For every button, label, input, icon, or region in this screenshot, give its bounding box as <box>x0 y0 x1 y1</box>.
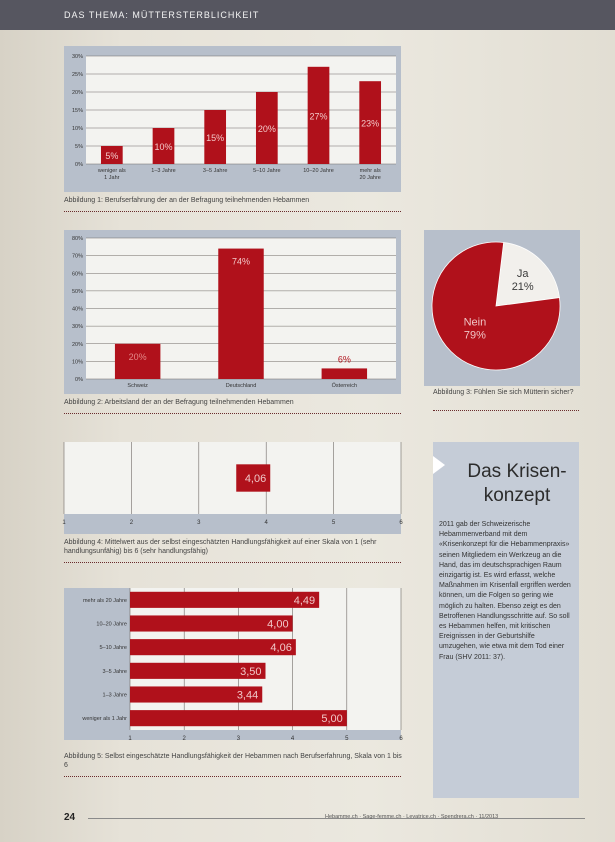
slice-value: 21% <box>511 280 534 293</box>
y-tick-label: 3–5 Jahre <box>102 668 127 675</box>
y-tick-label: mehr als 20 Jahre <box>82 597 127 604</box>
data-label: 23% <box>361 118 380 129</box>
x-tick-label: Österreich <box>331 383 358 389</box>
data-label: 5,00 <box>321 713 343 726</box>
divider <box>64 562 401 563</box>
x-tick-label: 1 <box>128 736 132 742</box>
data-label: 4,49 <box>293 594 316 607</box>
divider <box>64 413 401 414</box>
slice-value: 79% <box>463 329 486 342</box>
plot-area <box>64 442 401 514</box>
y-tick-label: 10% <box>71 126 83 132</box>
caption-figure-5: Abbildung 5: Selbst eingeschätzte Handlungsfähigkeit der Hebammen nach Berufserfahrung, Skala von 1 bis 6 <box>64 753 402 769</box>
plot-area <box>130 588 401 730</box>
data-label: 6% <box>337 354 351 365</box>
x-tick-label: Deutschland <box>225 383 257 389</box>
x-tick-label: mehr als <box>359 168 381 174</box>
chart-safety-panel <box>424 230 580 386</box>
box-body: 2011 gab der Schweizerische Hebammenverband mit dem «Krisenkonzept für die Hebammenpraxis» seinen Mitgliedern ein Werkzeug an die Hand, das im deutschsprachigen Raum einzigartig ist. Es wird erfasst, welche Maßnahmen im Krisenfall ergriffen werden können, um die Folgen so gering wie möglich zu halten. Ebenso zeigt es den Betroffenen Handlungsschritte auf. So soll es Hebammen helfen, mit kritischen Ereignissen in der Geburtshilfe umzugehen, wie etwa mit dem Tod einer Frau (SHV 2011: 37). <box>439 521 571 661</box>
data-label: 4,00 <box>267 618 289 631</box>
data-label: 5% <box>105 151 119 161</box>
chart-experience-ability-panel <box>64 588 401 740</box>
x-tick-label: 1 <box>62 520 66 526</box>
x-tick-label: 3 <box>236 736 241 742</box>
y-tick-label: 1–3 Jahre <box>102 692 127 699</box>
x-tick-label: Schweiz <box>127 383 148 389</box>
page-number: 24 <box>64 812 76 823</box>
chart-country <box>64 230 401 394</box>
data-label: 4,06 <box>244 473 267 485</box>
x-tick-label: 6 <box>399 736 403 742</box>
y-tick-label: 70% <box>71 253 83 260</box>
divider <box>64 776 401 777</box>
y-tick-label: 40% <box>71 306 83 313</box>
caption-figure-3: Abbildung 3: Fühlen Sie sich Mütterin sicher? <box>433 389 574 396</box>
x-tick-label: 3 <box>197 520 201 526</box>
crisis-concept-box <box>433 442 579 798</box>
x-tick-label: 2 <box>182 736 186 742</box>
y-tick-label: 5% <box>75 144 83 150</box>
chart-safety <box>424 230 580 386</box>
x-tick-label: 5 <box>331 520 336 526</box>
x-tick-label: 4 <box>290 736 295 742</box>
y-tick-label: 10% <box>71 359 83 366</box>
chart-experience <box>64 46 401 192</box>
y-tick-label: 60% <box>71 271 83 278</box>
data-label: 74% <box>231 256 251 267</box>
x-tick-label: 1 Jahr <box>104 175 120 181</box>
data-label: 3,50 <box>240 665 262 678</box>
caption-figure-2: Abbildung 2: Arbeitsland der an der Befragung teilnehmenden Hebammen <box>64 399 294 406</box>
x-tick-label: 6 <box>399 520 403 526</box>
y-tick-label: 25% <box>71 72 83 78</box>
slice-label: Nein <box>463 316 487 329</box>
chart-country-panel <box>64 230 401 394</box>
x-tick-label: 2 <box>129 520 134 526</box>
bar <box>130 592 319 608</box>
x-tick-label: weniger als <box>97 168 126 174</box>
y-tick-label: 30% <box>71 324 83 331</box>
x-tick-label: 5–10 Jahre <box>253 168 281 174</box>
footer-text: Hebamme.ch · Sage-femme.ch · Levatrice.ch · Spendrera.ch · 11/2013 <box>325 814 499 820</box>
data-label: 15% <box>206 133 225 143</box>
chart-mean <box>64 442 401 534</box>
data-label: 20% <box>257 124 276 134</box>
data-label: 27% <box>309 111 328 122</box>
slice-label: Ja <box>516 267 529 280</box>
arrow-icon <box>433 456 445 474</box>
bar <box>130 710 347 726</box>
caption-figure-1: Abbildung 1: Berufserfahrung der an der Befragung teilnehmenden Hebammen <box>64 197 310 204</box>
x-tick-label: 10–20 Jahre <box>303 168 334 174</box>
bar <box>322 368 367 379</box>
header-title: DAS THEMA: MÜTTERSTERBLICHKEIT <box>64 10 260 20</box>
y-tick-label: weniger als 1 Jahr <box>82 716 127 723</box>
bar <box>218 249 263 379</box>
x-tick-label: 1–3 Jahre <box>151 168 176 174</box>
data-label: 10% <box>154 142 173 152</box>
chart-mean-panel <box>64 442 401 534</box>
y-tick-label: 15% <box>71 108 83 114</box>
x-tick-label: 3–5 Jahre <box>202 168 228 174</box>
caption-figure-4: Abbildung 4: Mittelwert aus der selbst eingeschätzten Handlungsfähigkeit auf einer Skala von 1 (sehr handlungsunfähig) bis 6 (sehr handlungsfähig) <box>64 539 377 555</box>
y-tick-label: 0% <box>75 162 83 168</box>
y-tick-label: 50% <box>71 288 83 295</box>
y-tick-label: 30% <box>71 54 83 60</box>
data-label: 4,06 <box>270 642 292 655</box>
divider <box>433 410 579 411</box>
page-header <box>0 0 615 30</box>
y-tick-label: 20% <box>71 90 83 96</box>
y-tick-label: 10–20 Jahre <box>96 621 127 628</box>
y-tick-label: 0% <box>75 377 83 383</box>
x-tick-label: 5 <box>345 736 349 742</box>
y-tick-label: 20% <box>71 341 83 348</box>
x-tick-label: 20 Jahre <box>359 175 381 181</box>
y-tick-label: 80% <box>71 236 83 242</box>
divider <box>64 211 401 212</box>
chart-experience-ability <box>64 588 401 740</box>
box-title: Das Krisen-konzept <box>467 461 567 506</box>
chart-experience-panel <box>64 46 401 192</box>
data-label: 3,44 <box>236 689 259 702</box>
y-tick-label: 5–10 Jahre <box>99 645 127 652</box>
data-label: 20% <box>128 351 147 362</box>
x-tick-label: 4 <box>264 520 268 526</box>
